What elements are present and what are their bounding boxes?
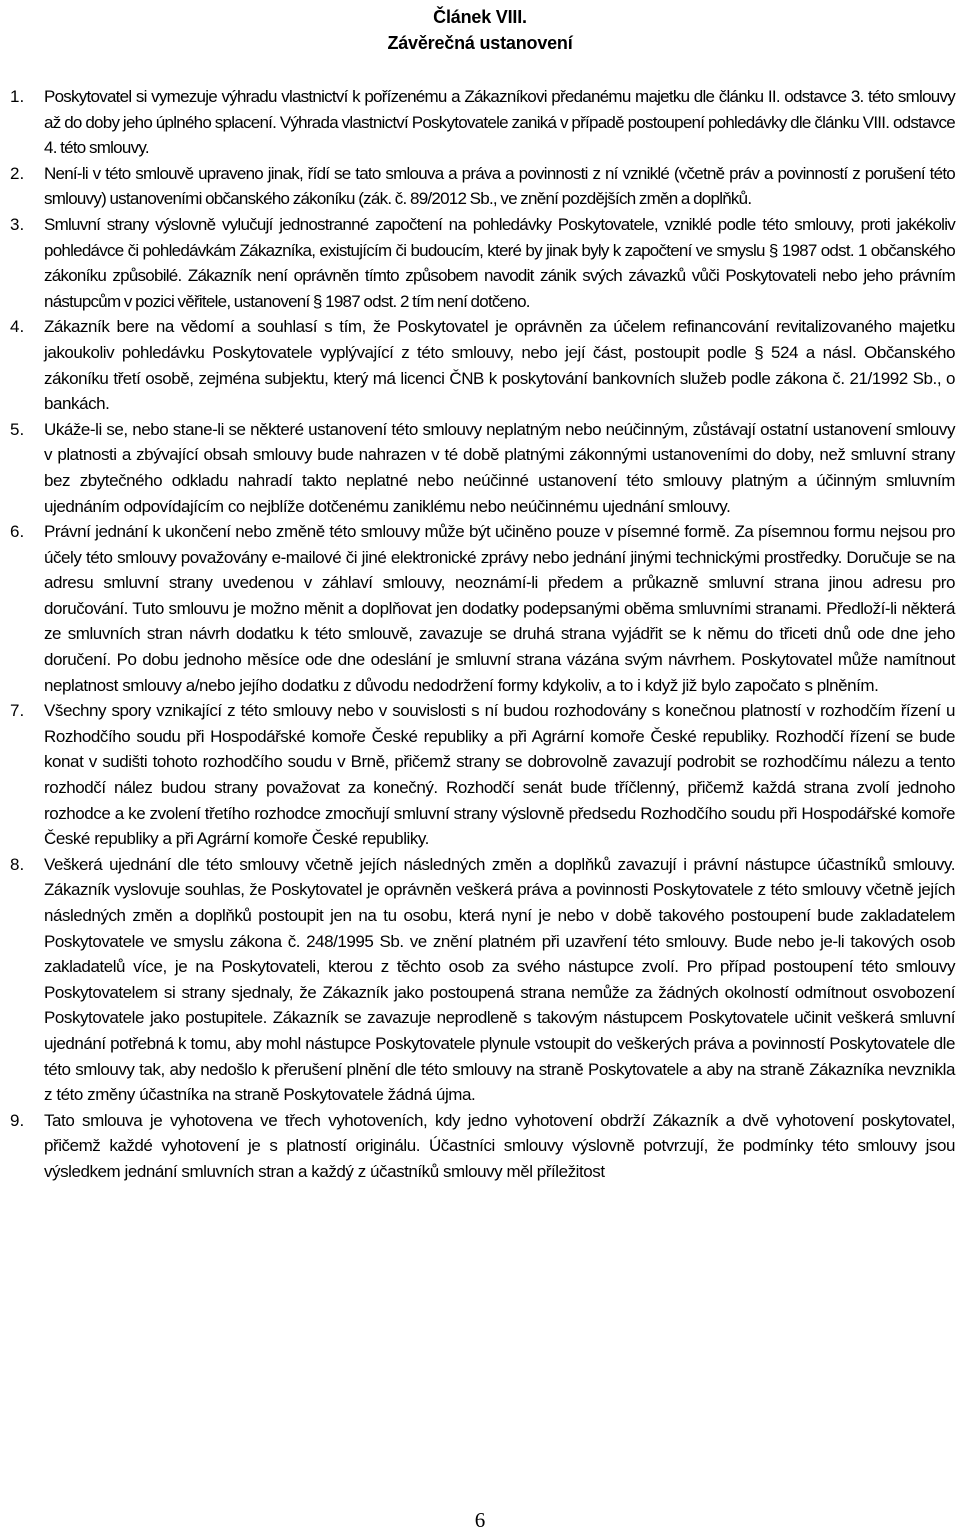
article-body <box>10 84 955 1185</box>
list-item <box>10 698 955 852</box>
item-number: 8. <box>10 854 25 874</box>
list-item <box>10 519 955 698</box>
item-text: Všechny spory vznikající z této smlouvy nebo v souvislosti s ní budou rozhodovány s konečnou platností v rozhodčím řízení u Rozhodčího soudu při Hospodářské komoře České republiky a při Agrární komoře České republiky. Rozhodčí řízení se bude konat v sudišti tohoto rozhodčího soudu v Brně, přičemž strany se dobrovolně zavazují podrobit se rozhodčímu nálezu a tento rozhodčí nález budou strany považovat za konečný. Rozhodčí senát bude tříčlenný, přičemž každá strana zvolí jednoho rozhodce a ke zvolení třetího rozhodce zmocňují smluvní strany výslovně předsedu Rozhodčího soudu při Hospodářské komoře České republiky a při Agrární komoře České republiky. <box>44 701 955 849</box>
page-number: 6 <box>474 1508 486 1532</box>
item-number: 2. <box>10 163 25 183</box>
item-text: Poskytovatel si vymezuje výhradu vlastnictví k pořízenému a Zákazníkovi předanému majetku dle článku II. odstavce 3. této smlouvy až do doby jeho úplného splacení. Výhrada vlastnictví Poskytovatele zaniká v případě postoupení pohledávky dle článku VIII. odstavce 4. této smlouvy. <box>44 87 955 158</box>
list-item <box>10 84 955 161</box>
item-text: Není-li v této smlouvě upraveno jinak, řídí se tato smlouva a práva a povinnosti z ní vzniklé (včetně práv a povinností z porušení této smlouvy) ustanoveními občanského zákoníku (zák. č. 89/2012 Sb., ve znění pozdějších změn a doplňků. <box>44 163 955 209</box>
item-text: Ukáže-li se, nebo stane-li se některé ustanovení této smlouvy neplatným nebo neúčinným, zůstávají ostatní ustanovení smlouvy v platnosti a zbývající obsah smlouvy bude nahrazen v té době platnými zákonnými ustanoveními do doby, než smluvní strany bez zbytečného odkladu nahradí takto neplatné nebo neúčinné ustanovení této smlouvy platným a účinným smluvním ujednáním odpovídajícím co nejblíže dotčenému zaniklému nebo neúčinnému ujednání smlouvy. <box>44 419 955 516</box>
item-number: 5. <box>10 419 25 439</box>
article-title: Závěrečná ustanovení <box>387 33 573 53</box>
list-item <box>10 161 955 212</box>
list-item <box>10 852 955 1108</box>
item-number: 7. <box>10 701 25 721</box>
item-number: 4. <box>10 317 25 337</box>
item-number: 1. <box>10 87 25 106</box>
item-text: Veškerá ujednání dle této smlouvy včetně jejích následných změn a doplňků zavazují i právní nástupce účastníků smlouvy. Zákazník vyslovuje souhlas, že Poskytovatel je oprávněn veškerá práva a povinnosti Poskytovatele z této smlouvy včetně jejích následných změn a doplňků postoupit jen na tu osobu, která nyní je nebo v době takového postoupení bude zakladatelem Poskytovatele ve smyslu zákona č. 248/1995 Sb. ve znění platném při uzavření této smlouvy. Bude nebo je-li takových osob zakladatelů více, je na Poskytovateli, kterou z těchto osob za svého nástupce zvolí. Pro případ postoupení této smlouvy Poskytovatelem si strany sjednaly, že Zákazník jako postoupená strana nemůže za žádných okolností odmítnout osvobození Poskytovatele jako postupitele. Zákazník se zavazuje neprodleně s takovým nástupcem Poskytovatele učinit veškerá smluvní ujednání potřebná k tomu, aby mohl nástupce Poskytovatele plynule vstoupit do veškerých práva a povinností Poskytovatele dle této smlouvy tak, aby nedošlo k přerušení plnění dle této smlouvy na straně Poskytovatele a aby na straně Zákazníka nevznikla z této změny účastníka na straně Poskytovatele žádná újma. <box>44 854 955 1105</box>
item-number: 9. <box>10 1110 25 1130</box>
list-item <box>10 417 955 519</box>
item-number: 6. <box>10 522 25 542</box>
article-number: Článek VIII. <box>433 7 527 27</box>
item-text: Smluvní strany výslovně vylučují jednostranné započtení na pohledávky Poskytovatele, vzniklé podle této smlouvy, proti jakékoliv pohledávce či pohledávkám Zákazníka, existujícím či budoucím, které by jinak byly k započtení ve smyslu § 1987 odst. 1 občanského zákoníku způsobilé. Zákazník není oprávněn tímto způsobem navodit zánik svých závazků vůči Poskytovateli nebo jeho právním nástupcům v pozici věřitele, ustanovení § 1987 odst. 2 tím není dotčeno. <box>44 214 955 311</box>
item-text: Právní jednání k ukončení nebo změně této smlouvy může být učiněno pouze v písemné formě. Za písemnou formu nejsou pro účely této smlouvy považovány e-mailové či jiné elektronické zprávy nebo jednání jinými technickými prostředky. Doručuje se na adresu smluvní strany uvedenou v záhlaví smlouvy, neoznámí-li předem a průkazně smluvní strana jinou adresu pro doručování. Tuto smlouvu je možno měnit a doplňovat jen dodatky podepsanými oběma smluvními stranami. Předloží-li některá ze smluvních stran návrh dodatku k této smlouvě, zavazuje se druhá strana vyjádřit se k němu do třiceti dnů ode dne jeho doručení. Po dobu jednoho měsíce ode dne odeslání je smluvní strana vázána svým návrhem. Poskytovatel může namítnout neplatnost smlouvy a/nebo jejího dodatku z důvodu nedodržení formy kdykoliv, a to i když již bylo započato s plněním. <box>44 522 955 695</box>
item-text: Tato smlouva je vyhotovena ve třech vyhotoveních, kdy jedno vyhotovení obdrží Zákazník a dvě vyhotovení poskytovatel, přičemž každé vyhotovení je s platností originálu. Účastníci smlouvy výslovně potvrzují, že podmínky této smlouvy jsou výsledkem jednání smluvních stran a každý z účastníků smlouvy měl příležitost <box>44 1110 955 1181</box>
item-text: Zákazník bere na vědomí a souhlasí s tím, že Poskytovatel je oprávněn za účelem refinancování revitalizovaného majetku jakoukoliv pohledávku Poskytovatele vyplývající z této smlouvy, nebo její část, postoupit podle § 524 a násl. Občanského zákoníku třetí osobě, zejména subjektu, který má licenci ČNB k poskytování bankovních služeb podle zákona č. 21/1992 Sb., o bankách. <box>44 317 955 414</box>
list-item <box>10 212 955 314</box>
list-item <box>10 314 955 416</box>
list-item <box>10 1108 955 1185</box>
section-header <box>0 4 960 56</box>
item-number: 3. <box>10 214 25 234</box>
